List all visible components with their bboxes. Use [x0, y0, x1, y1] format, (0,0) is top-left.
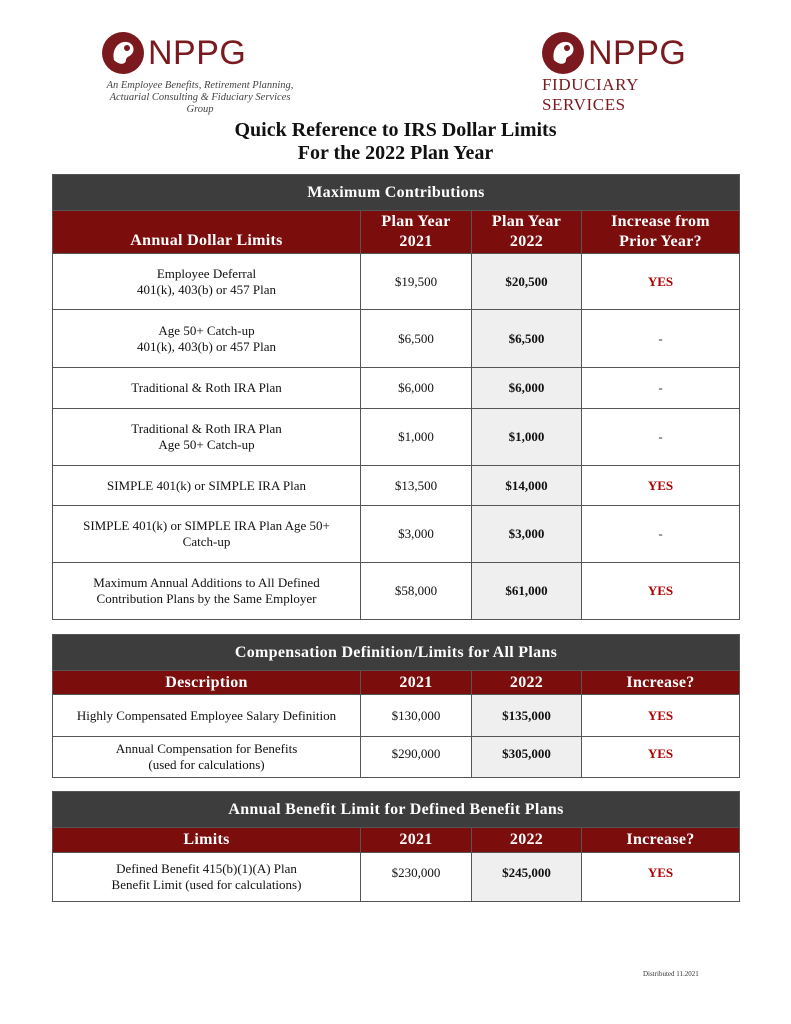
value-2022: $14,000: [472, 466, 582, 506]
section-title: Compensation Definition/Limits for All Plans: [53, 635, 740, 671]
row-label: [53, 466, 361, 506]
col-header-2022: 2022: [472, 828, 582, 853]
value-2021: $6,500: [361, 310, 472, 368]
max-contributions-table: [52, 174, 740, 620]
nppg-fiduciary-logo-text: NPPG: [588, 34, 687, 72]
compensation-table: [52, 634, 740, 778]
increase-flag: -: [582, 409, 740, 466]
row-label-line2: Contribution Plans by the Same Employer: [96, 591, 317, 606]
table-row: [53, 310, 740, 368]
nppg-fiduciary-emblem-icon: [540, 30, 586, 76]
value-2022: $6,000: [472, 368, 582, 409]
nppg-fiduciary-logo: [540, 30, 710, 115]
row-label-line2: Benefit Limit (used for calculations): [111, 877, 302, 892]
col-header-2022-line1: Plan Year: [491, 213, 562, 230]
value-2022: $245,000: [472, 853, 582, 902]
value-2021: $58,000: [361, 563, 472, 620]
table-row: [53, 563, 740, 620]
section-header-row: [53, 792, 740, 828]
col-header-2022-line2: 2022: [509, 233, 544, 250]
row-label-line1: SIMPLE 401(k) or SIMPLE IRA Plan: [107, 477, 306, 493]
row-label-line1: SIMPLE 401(k) or SIMPLE IRA Plan Age 50+: [83, 518, 330, 533]
row-label: [53, 254, 361, 310]
col-header-increase-line2: Prior Year?: [619, 233, 702, 250]
increase-flag: YES: [582, 563, 740, 620]
table-row: [53, 737, 740, 778]
row-label-line2: 401(k), 403(b) or 457 Plan: [136, 338, 276, 354]
row-label-line2: (used for calculations): [148, 757, 265, 772]
row-label: [53, 563, 361, 620]
row-label-line2: Age 50+ Catch-up: [158, 437, 255, 452]
col-header-2022: 2022: [472, 671, 582, 695]
value-2021: $3,000: [361, 506, 472, 563]
section-header-row: [53, 175, 740, 211]
col-header-2021-line1: Plan Year: [381, 213, 451, 230]
fiduciary-services-subtitle: FIDUCIARY SERVICES: [542, 75, 639, 114]
table-row: [53, 368, 740, 409]
column-header-row: [53, 211, 740, 254]
value-2022: $20,500: [472, 254, 582, 310]
col-header-increase: Increase?: [582, 828, 740, 853]
table-row: [53, 853, 740, 902]
value-2022: $135,000: [472, 695, 582, 737]
column-header-row: [53, 828, 740, 853]
row-label-line1: Annual Compensation for Benefits: [115, 741, 298, 756]
nppg-emblem-icon: [100, 30, 146, 76]
value-2022: $305,000: [472, 737, 582, 778]
increase-flag: YES: [582, 254, 740, 310]
value-2022: $3,000: [472, 506, 582, 563]
col-header-2021-line2: 2021: [399, 233, 433, 250]
tagline-line1: An Employee Benefits, Retirement Planning,: [106, 80, 294, 91]
col-header-2022: [472, 211, 582, 254]
value-2021: $6,000: [361, 368, 472, 409]
title-line1: Quick Reference to IRS Dollar Limits: [234, 119, 557, 141]
increase-flag: YES: [582, 695, 740, 737]
row-label-line1: Defined Benefit 415(b)(1)(A) Plan: [116, 861, 297, 876]
row-label: [53, 506, 361, 563]
title-line2: For the 2022 Plan Year: [297, 142, 494, 164]
col-header-description: Description: [53, 671, 361, 695]
value-2021: $19,500: [361, 254, 472, 310]
row-label: [53, 737, 361, 778]
increase-flag: YES: [582, 853, 740, 902]
row-label: [53, 695, 361, 737]
page-title: [0, 119, 791, 165]
table-row: [53, 409, 740, 466]
col-header-description: Limits: [53, 828, 361, 853]
nppg-logo: [100, 30, 300, 116]
row-label-line2: 401(k), 403(b) or 457 Plan: [136, 281, 276, 297]
row-label-line1: Maximum Annual Additions to All Defined: [93, 575, 320, 590]
value-2021: $290,000: [361, 737, 472, 778]
increase-flag: YES: [582, 466, 740, 506]
value-2021: $1,000: [361, 409, 472, 466]
row-label: [53, 310, 361, 368]
section-title: Annual Benefit Limit for Defined Benefit Plans: [53, 792, 740, 828]
increase-flag: -: [582, 506, 740, 563]
increase-flag: -: [582, 368, 740, 409]
nppg-tagline: [100, 80, 300, 116]
distribution-date: Distributed 11.2021: [643, 970, 699, 978]
row-label-line2: Catch-up: [182, 534, 231, 549]
row-label-line1: Age 50+ Catch-up: [158, 322, 255, 338]
nppg-logo-text: NPPG: [148, 34, 247, 72]
row-label: [53, 368, 361, 409]
table-row: [53, 506, 740, 563]
row-label: [53, 409, 361, 466]
row-label-line1: Employee Deferral: [156, 265, 257, 281]
col-header-description: Annual Dollar Limits: [53, 211, 361, 254]
value-2021: $230,000: [361, 853, 472, 902]
row-label: [53, 853, 361, 902]
increase-flag: -: [582, 310, 740, 368]
column-header-row: [53, 671, 740, 695]
value-2022: $6,500: [472, 310, 582, 368]
table-row: [53, 466, 740, 506]
col-header-increase: Increase?: [582, 671, 740, 695]
col-header-increase: [582, 211, 740, 254]
col-header-increase-line1: Increase from: [611, 213, 710, 230]
table-row: [53, 254, 740, 310]
row-label-line1: Traditional & Roth IRA Plan: [131, 421, 282, 436]
col-header-2021: 2021: [361, 828, 472, 853]
value-2022: $61,000: [472, 563, 582, 620]
row-label-line1: Highly Compensated Employee Salary Definition: [76, 707, 337, 723]
section-title: Maximum Contributions: [53, 175, 740, 211]
increase-flag: YES: [582, 737, 740, 778]
value-2021: $13,500: [361, 466, 472, 506]
value-2021: $130,000: [361, 695, 472, 737]
tagline-line2: Actuarial Consulting & Fiduciary Services Group: [109, 92, 291, 115]
col-header-2021: 2021: [361, 671, 472, 695]
col-header-2021: [361, 211, 472, 254]
row-label-line1: Traditional & Roth IRA Plan: [131, 380, 282, 395]
section-header-row: [53, 635, 740, 671]
table-row: [53, 695, 740, 737]
value-2022: $1,000: [472, 409, 582, 466]
benefit-limit-table: [52, 791, 740, 902]
